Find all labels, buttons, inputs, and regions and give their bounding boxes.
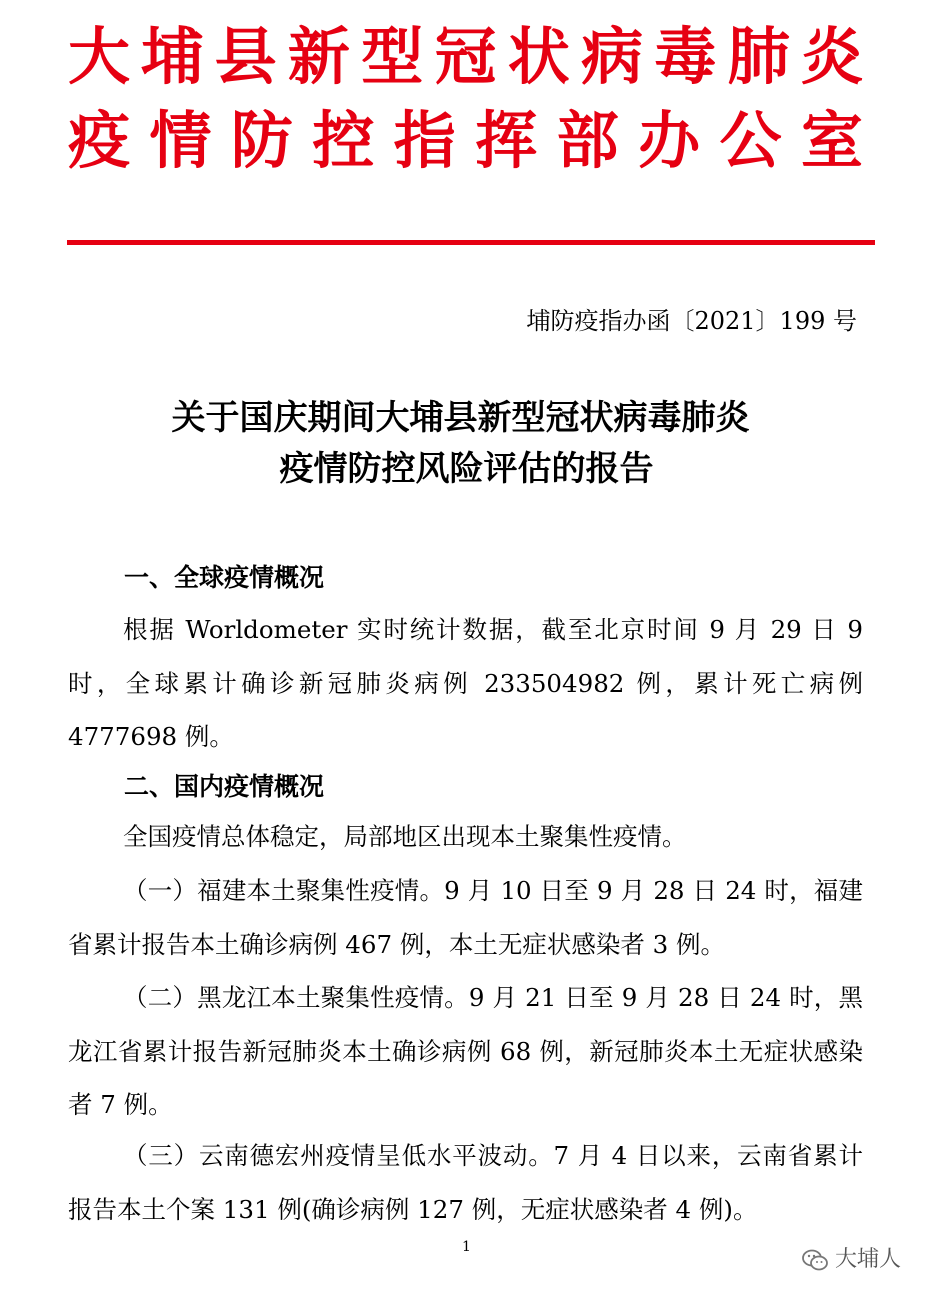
section-heading-global: 一、全球疫情概况 xyxy=(124,563,325,592)
agency-char: 状 xyxy=(507,20,570,93)
paragraph-heilongjiang: （二）黑龙江本土聚集性疫情。9 月 21 日至 9 月 28 日 24 时，黑龙江省累计报告新冠肺炎本土确诊病例 68 例，新冠肺炎本土无症状感染者 7 例。 xyxy=(68,983,863,1119)
paragraph-yunnan: （三）云南德宏州疫情呈低水平波动。7 月 4 日以来，云南省累计报告本土个案 131 例(确诊病例 127 例，无症状感染者 4 例)。 xyxy=(68,1141,863,1224)
agency-char: 部 xyxy=(556,104,619,177)
page-number: 1 xyxy=(462,1239,471,1255)
agency-char: 控 xyxy=(312,104,375,177)
agency-char: 挥 xyxy=(475,104,538,177)
document-number: 埔防疫指办函〔2021〕199 号 xyxy=(526,307,857,335)
paragraph-fujian: （一）福建本土聚集性疫情。9 月 10 日至 9 月 28 日 24 时，福建省累计报告本土确诊病例 467 例，本土无症状感染者 3 例。 xyxy=(68,876,863,959)
agency-char: 大 xyxy=(68,20,131,93)
agency-name-line-1 xyxy=(68,20,863,93)
agency-char: 室 xyxy=(800,104,863,177)
agency-char: 办 xyxy=(638,104,701,177)
agency-char: 型 xyxy=(361,20,424,93)
agency-char: 新 xyxy=(287,20,350,93)
agency-char: 埔 xyxy=(141,20,204,93)
report-title-line-2: 疫情防控风险评估的报告 xyxy=(279,449,654,489)
agency-char: 公 xyxy=(719,104,782,177)
agency-char: 病 xyxy=(581,20,644,93)
agency-char: 疫 xyxy=(68,104,131,177)
paragraph-domestic-intro: 全国疫情总体稳定，局部地区出现本土聚集性疫情。 xyxy=(123,822,687,851)
wechat-icon xyxy=(801,1248,829,1272)
agency-char: 毒 xyxy=(654,20,717,93)
paragraph-global-stats: 根据 Worldometer 实时统计数据，截至北京时间 9 月 29 日 9 时，全球累计确诊新冠肺炎病例 233504982 例，累计死亡病例 4777698 例。 xyxy=(68,615,863,751)
agency-name-line-2 xyxy=(68,104,863,177)
agency-char: 情 xyxy=(149,104,212,177)
watermark-text: 大埔人 xyxy=(834,1247,901,1272)
wechat-watermark xyxy=(801,1246,901,1274)
agency-char: 防 xyxy=(230,104,293,177)
report-title-line-1: 关于国庆期间大埔县新型冠状病毒肺炎 xyxy=(171,398,750,438)
agency-char: 县 xyxy=(214,20,277,93)
agency-char: 炎 xyxy=(800,20,863,93)
agency-char: 指 xyxy=(393,104,456,177)
section-heading-domestic: 二、国内疫情概况 xyxy=(124,772,325,801)
agency-char: 肺 xyxy=(727,20,790,93)
agency-char: 冠 xyxy=(434,20,497,93)
red-header-divider xyxy=(67,240,875,245)
